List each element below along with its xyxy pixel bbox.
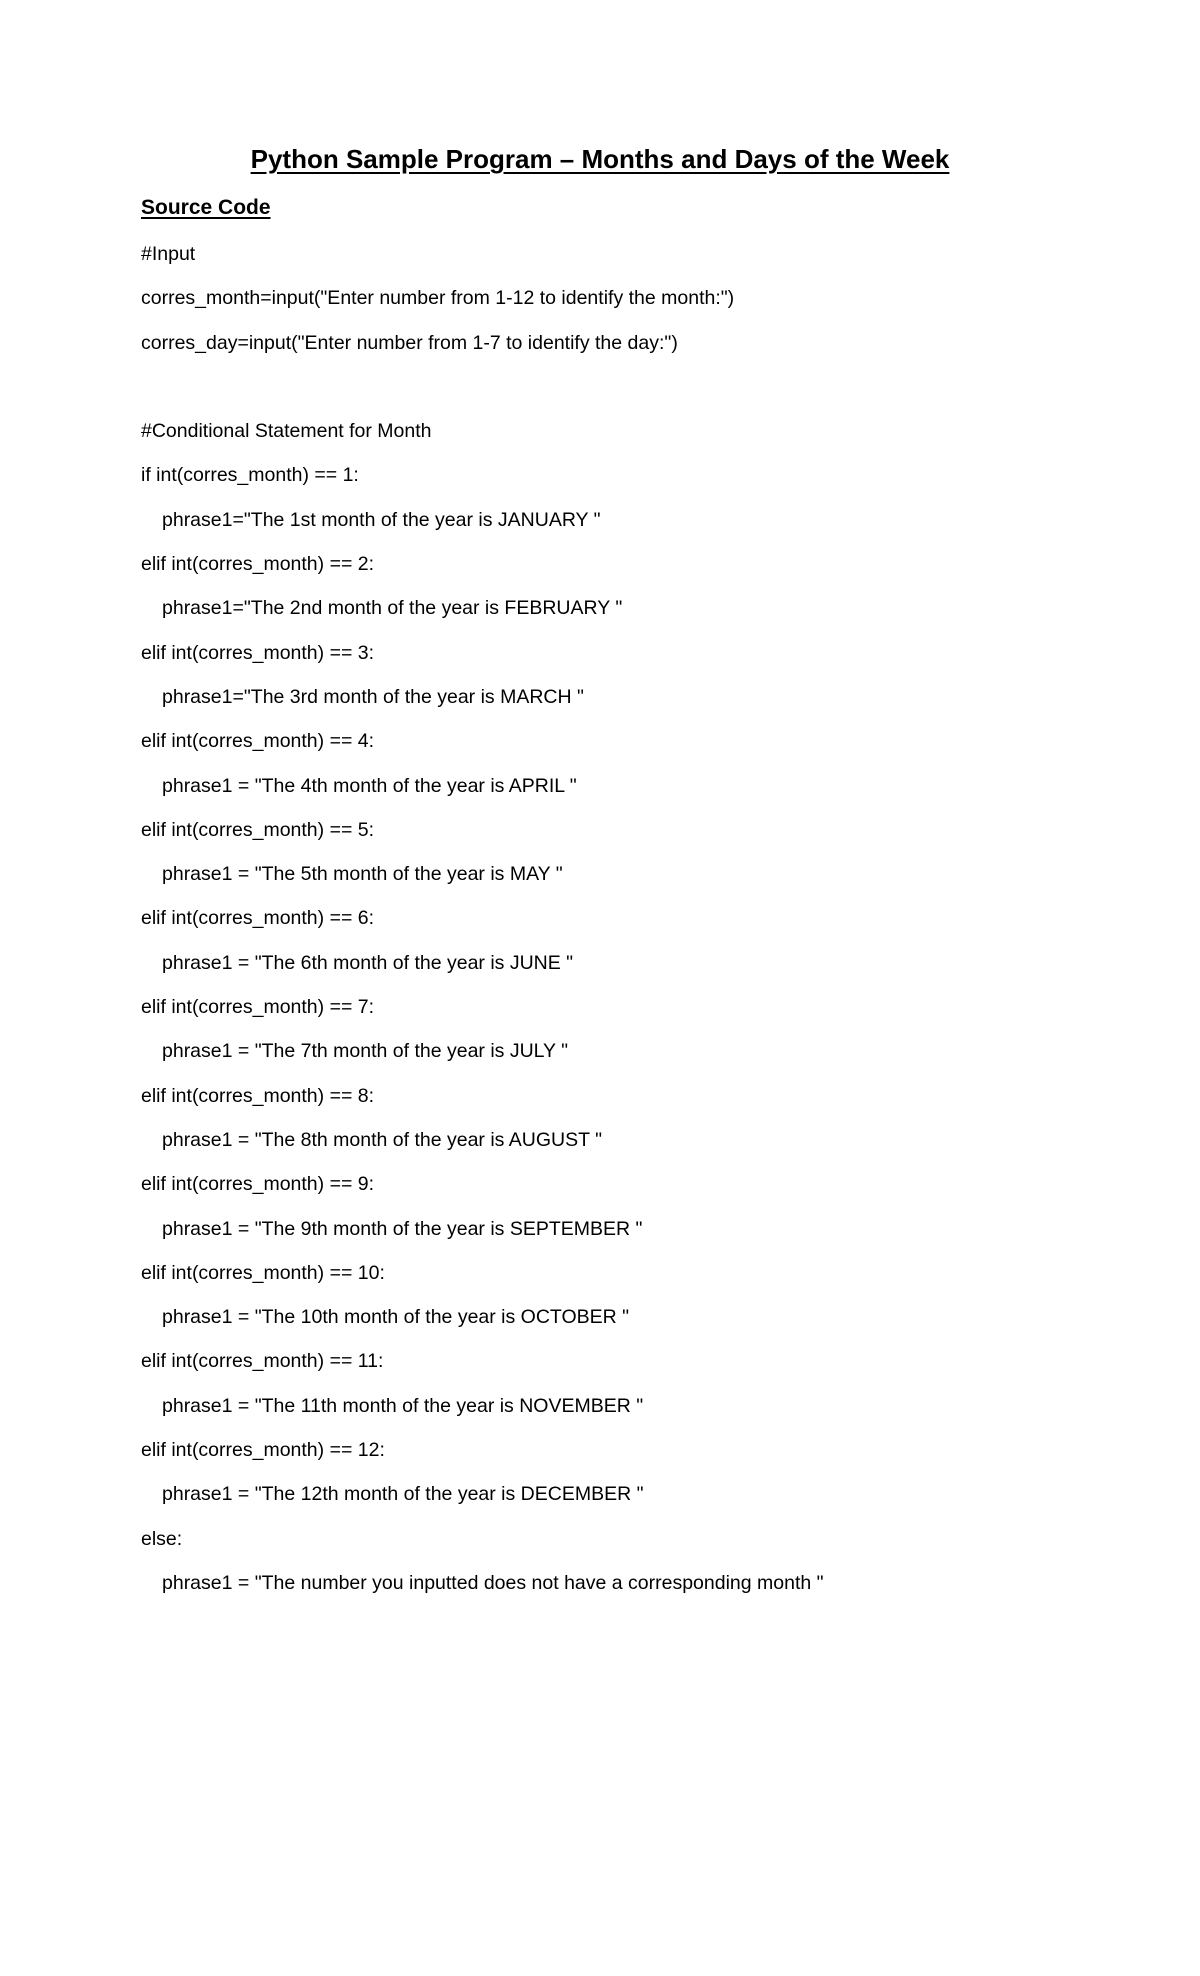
code-line: elif int(corres_month) == 2: [141,553,375,576]
code-line: phrase1 = "The 4th month of the year is APRIL " [162,774,577,797]
code-line: phrase1 = "The 10th month of the year is OCTOBER " [162,1306,630,1329]
code-line: #Input [141,243,196,265]
code-line: corres_day=input("Enter number from 1-7 to identify the day:") [141,331,678,354]
section-heading: Source Code [141,196,271,219]
document-title: Python Sample Program – Months and Days of the Week [250,144,950,174]
code-line: phrase1 = "The 5th month of the year is MAY " [162,863,563,886]
blank-line [141,373,1141,417]
code-line: elif int(corres_month) == 4: [141,730,375,753]
code-line: phrase1 = "The 7th month of the year is JULY " [162,1040,569,1063]
code-line: phrase1 = "The 6th month of the year is JUNE " [162,951,574,974]
code-line: else: [141,1527,183,1550]
code-line: elif int(corres_month) == 8: [141,1084,375,1107]
code-line: elif int(corres_month) == 5: [141,818,375,841]
code-line: corres_month=input("Enter number from 1-12 to identify the month:") [141,287,735,310]
code-line: phrase1 = "The 8th month of the year is AUGUST " [162,1128,602,1151]
code-line: phrase1 = "The number you inputted does not have a corresponding month " [162,1571,824,1594]
code-line: phrase1 = "The 11th month of the year is NOVEMBER " [162,1394,644,1417]
source-code-block [141,240,1141,1613]
code-line: elif int(corres_month) == 6: [141,907,375,930]
code-line: elif int(corres_month) == 3: [141,641,375,664]
code-line: elif int(corres_month) == 9: [141,1173,375,1196]
code-line: phrase1 = "The 12th month of the year is DECEMBER " [162,1483,644,1506]
code-line: phrase1="The 3rd month of the year is MARCH " [162,685,584,708]
code-line: phrase1 = "The 9th month of the year is SEPTEMBER " [162,1217,643,1240]
code-line: elif int(corres_month) == 12: [141,1439,385,1462]
code-line: phrase1="The 2nd month of the year is FEBRUARY " [162,597,623,620]
code-line: #Conditional Statement for Month [141,420,432,443]
code-line: elif int(corres_month) == 10: [141,1261,385,1284]
code-line: elif int(corres_month) == 11: [141,1350,384,1373]
code-line: phrase1="The 1st month of the year is JANUARY " [162,508,601,531]
code-line: if int(corres_month) == 1: [141,464,359,487]
code-line: elif int(corres_month) == 7: [141,996,375,1019]
